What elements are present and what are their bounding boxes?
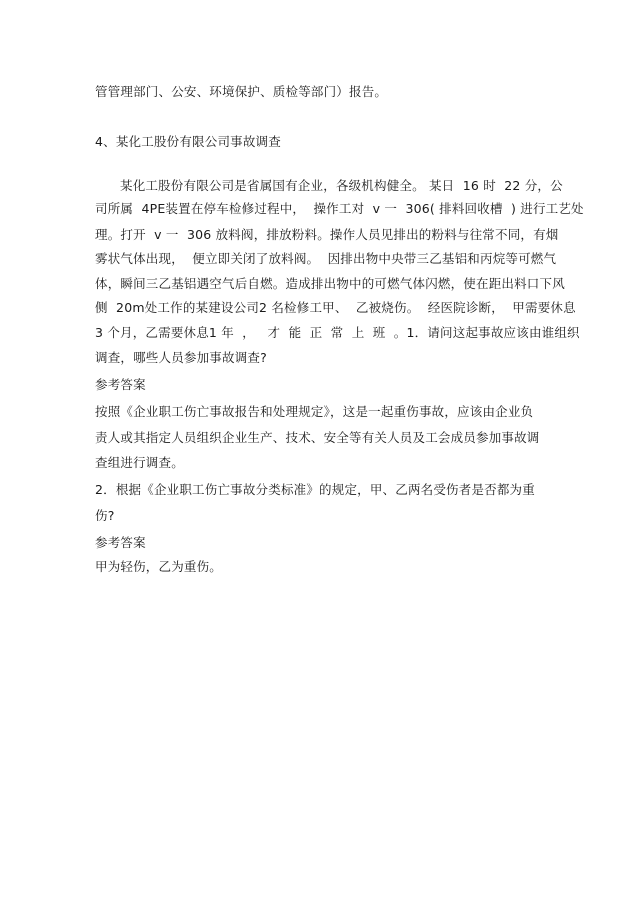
answer-label: 参考答案 xyxy=(95,377,146,392)
section-heading: 4、某化工股份有限公司事故调查 xyxy=(95,134,281,149)
case-paragraph-line: 某化工股份有限公司是省属国有企业，各级机构健全。 某日 16 时 22 分，公 xyxy=(120,178,563,193)
question-line: 2．根据《企业职工伤亡事故分类标准》的规定，甲、乙两名受伤者是否都为重 xyxy=(95,482,535,497)
case-paragraph-line: 司所属 4PE装置在停车检修过程中， 操作工对 v 一 306( 排料回收槽 ) 进行工艺处 xyxy=(95,201,584,216)
answer-line: 责人或其指定人员组织企业生产、技术、安全等有关人员及工会成员参加事故调 xyxy=(95,430,540,445)
case-paragraph-line: 体，瞬间三乙基铝遇空气后自燃。造成排出物中的可燃气体闪燃，使在距出料口下风 xyxy=(95,276,565,291)
case-paragraph-line: 3 个月，乙需要休息1 年 ， 才 能 正 常 上 班 。1．请问这起事故应该由谁组织 xyxy=(95,325,580,340)
intro-line: 管管理部门、公安、环境保护、质检等部门）报告。 xyxy=(95,84,388,99)
answer-line: 查组进行调查。 xyxy=(95,455,184,470)
case-paragraph-line: 理。打开 v 一 306 放料阀，排放粉料。操作人员见排出的粉料与往常不同，有烟 xyxy=(95,227,559,242)
answer-label: 参考答案 xyxy=(95,535,146,550)
case-paragraph-line: 侧 20m处工作的某建设公司2 名检修工甲、 乙被烧伤。 经医院诊断， 甲需要休息 xyxy=(95,300,576,315)
answer-line: 甲为轻伤，乙为重伤。 xyxy=(95,559,223,574)
case-paragraph-line: 调查，哪些人员参加事故调查? xyxy=(95,350,267,365)
answer-line: 按照《企业职工伤亡事故报告和处理规定》，这是一起重伤事故，应该由企业负 xyxy=(95,404,534,419)
question-line: 伤? xyxy=(95,508,115,523)
case-paragraph-line: 雾状气体出现， 便立即关闭了放料阀。 因排出物中央带三乙基铝和丙烷等可燃气 xyxy=(95,251,557,266)
